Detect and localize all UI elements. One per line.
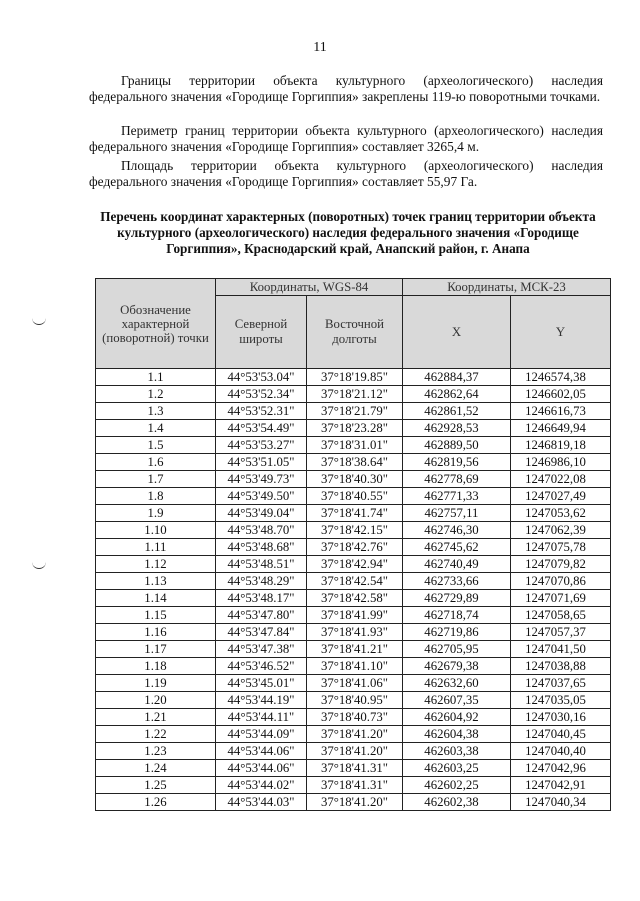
cell-x: 462603,38 [403,743,511,760]
cell-east-lon: 37°18'41.21" [307,641,403,658]
cell-x: 462745,62 [403,539,511,556]
cell-east-lon: 37°18'41.20" [307,743,403,760]
cell-y: 1247027,49 [511,488,611,505]
cell-x: 462819,56 [403,454,511,471]
cell-y: 1247071,69 [511,590,611,607]
cell-north-lat: 44°53'51.05" [216,454,307,471]
cell-point: 1.25 [96,777,216,794]
cell-point: 1.23 [96,743,216,760]
table-row [96,607,611,624]
cell-north-lat: 44°53'48.70" [216,522,307,539]
cell-y: 1247070,86 [511,573,611,590]
cell-y: 1247038,88 [511,658,611,675]
table-row [96,641,611,658]
cell-point: 1.24 [96,760,216,777]
cell-y: 1247057,37 [511,624,611,641]
paragraph-perimeter: Периметр границ территории объекта культурного (археологического) наследия федерального значения «Городище Горгиппия» составляет 3265,4 м. [89,123,603,154]
cell-point: 1.3 [96,403,216,420]
cell-y: 1247041,50 [511,641,611,658]
cell-point: 1.11 [96,539,216,556]
cell-north-lat: 44°53'52.31" [216,403,307,420]
cell-east-lon: 37°18'41.20" [307,726,403,743]
cell-point: 1.5 [96,437,216,454]
cell-east-lon: 37°18'42.54" [307,573,403,590]
cell-y: 1247040,40 [511,743,611,760]
cell-y: 1246819,18 [511,437,611,454]
table-row [96,658,611,675]
cell-north-lat: 44°53'49.04" [216,505,307,522]
cell-y: 1247037,65 [511,675,611,692]
table-row [96,573,611,590]
cell-north-lat: 44°53'47.80" [216,607,307,624]
cell-east-lon: 37°18'41.31" [307,777,403,794]
cell-north-lat: 44°53'44.06" [216,760,307,777]
cell-x: 462632,60 [403,675,511,692]
cell-x: 462778,69 [403,471,511,488]
cell-point: 1.16 [96,624,216,641]
cell-y: 1247079,82 [511,556,611,573]
header-x: X [403,296,511,369]
cell-east-lon: 37°18'41.10" [307,658,403,675]
cell-east-lon: 37°18'42.58" [307,590,403,607]
cell-point: 1.7 [96,471,216,488]
cell-east-lon: 37°18'41.06" [307,675,403,692]
table-row [96,794,611,811]
binding-hole-mark [32,562,46,569]
paragraph-area: Площадь территории объекта культурного (археологического) наследия федерального значения «Городище Горгиппия» составляет 55,97 Га. [89,158,603,189]
cell-x: 462757,11 [403,505,511,522]
cell-x: 462705,95 [403,641,511,658]
cell-y: 1246616,73 [511,403,611,420]
cell-point: 1.4 [96,420,216,437]
cell-y: 1247040,34 [511,794,611,811]
table-row [96,369,611,386]
cell-y: 1247042,96 [511,760,611,777]
cell-north-lat: 44°53'49.73" [216,471,307,488]
table-row [96,760,611,777]
page-number: 11 [313,40,327,55]
cell-x: 462603,25 [403,760,511,777]
table-row [96,403,611,420]
coordinates-table [95,278,611,811]
cell-east-lon: 37°18'31.01" [307,437,403,454]
cell-north-lat: 44°53'48.51" [216,556,307,573]
cell-point: 1.14 [96,590,216,607]
table-row [96,420,611,437]
header-y: Y [511,296,611,369]
table-row [96,505,611,522]
cell-y: 1246649,94 [511,420,611,437]
cell-x: 462928,53 [403,420,511,437]
cell-x: 462602,25 [403,777,511,794]
cell-east-lon: 37°18'38.64" [307,454,403,471]
table-header-row [96,279,611,296]
cell-east-lon: 37°18'21.12" [307,386,403,403]
cell-north-lat: 44°53'44.11" [216,709,307,726]
cell-x: 462861,52 [403,403,511,420]
cell-point: 1.13 [96,573,216,590]
binding-hole-mark [32,318,46,325]
cell-north-lat: 44°53'46.52" [216,658,307,675]
cell-point: 1.17 [96,641,216,658]
cell-point: 1.19 [96,675,216,692]
cell-point: 1.20 [96,692,216,709]
cell-x: 462746,30 [403,522,511,539]
table-row [96,675,611,692]
table-row [96,488,611,505]
cell-y: 1247042,91 [511,777,611,794]
cell-north-lat: 44°53'49.50" [216,488,307,505]
cell-y: 1247075,78 [511,539,611,556]
table-row [96,777,611,794]
cell-north-lat: 44°53'48.68" [216,539,307,556]
cell-north-lat: 44°53'44.02" [216,777,307,794]
header-north: Северной широты [216,296,307,369]
cell-north-lat: 44°53'44.19" [216,692,307,709]
cell-y: 1246574,38 [511,369,611,386]
cell-east-lon: 37°18'42.76" [307,539,403,556]
table-row [96,386,611,403]
cell-x: 462604,38 [403,726,511,743]
cell-x: 462679,38 [403,658,511,675]
cell-point: 1.12 [96,556,216,573]
cell-y: 1247062,39 [511,522,611,539]
cell-x: 462602,38 [403,794,511,811]
cell-x: 462740,49 [403,556,511,573]
cell-north-lat: 44°53'45.01" [216,675,307,692]
table-row [96,556,611,573]
cell-north-lat: 44°53'48.29" [216,573,307,590]
cell-point: 1.2 [96,386,216,403]
cell-x: 462604,92 [403,709,511,726]
cell-east-lon: 37°18'41.99" [307,607,403,624]
cell-point: 1.1 [96,369,216,386]
cell-x: 462733,66 [403,573,511,590]
table-title: Перечень координат характерных (поворотных) точек границ территории объекта культурного (археологического) наследия федерального значения «Городище Горгиппия», Краснодарский край, Анапский район, г. Анапа [100,209,596,256]
cell-east-lon: 37°18'40.30" [307,471,403,488]
table-row [96,624,611,641]
table-row [96,743,611,760]
table-row [96,471,611,488]
cell-point: 1.15 [96,607,216,624]
cell-north-lat: 44°53'52.34" [216,386,307,403]
cell-y: 1247022,08 [511,471,611,488]
cell-north-lat: 44°53'47.38" [216,641,307,658]
cell-east-lon: 37°18'40.73" [307,709,403,726]
cell-point: 1.6 [96,454,216,471]
cell-y: 1246986,10 [511,454,611,471]
table-body [96,369,611,811]
cell-point: 1.18 [96,658,216,675]
cell-east-lon: 37°18'41.20" [307,794,403,811]
cell-north-lat: 44°53'44.06" [216,743,307,760]
cell-east-lon: 37°18'42.15" [307,522,403,539]
table-row [96,454,611,471]
cell-point: 1.8 [96,488,216,505]
table-row [96,726,611,743]
cell-north-lat: 44°53'47.84" [216,624,307,641]
cell-east-lon: 37°18'21.79" [307,403,403,420]
cell-x: 462771,33 [403,488,511,505]
paragraph-boundary-points: Границы территории объекта культурного (археологического) наследия федерального значения «Городище Горгиппия» закреплены 119-ю поворотными точками. [89,73,603,104]
header-east: Восточной долготы [307,296,403,369]
cell-x: 462607,35 [403,692,511,709]
cell-point: 1.10 [96,522,216,539]
cell-east-lon: 37°18'23.28" [307,420,403,437]
cell-y: 1247040,45 [511,726,611,743]
cell-point: 1.26 [96,794,216,811]
cell-y: 1247053,62 [511,505,611,522]
cell-y: 1247035,05 [511,692,611,709]
cell-y: 1246602,05 [511,386,611,403]
cell-point: 1.9 [96,505,216,522]
table-row [96,692,611,709]
cell-x: 462718,74 [403,607,511,624]
cell-x: 462889,50 [403,437,511,454]
cell-east-lon: 37°18'42.94" [307,556,403,573]
cell-x: 462729,89 [403,590,511,607]
table-row [96,709,611,726]
cell-y: 1247030,16 [511,709,611,726]
cell-east-lon: 37°18'41.93" [307,624,403,641]
table-row [96,539,611,556]
cell-east-lon: 37°18'40.95" [307,692,403,709]
table-row [96,437,611,454]
cell-north-lat: 44°53'54.49" [216,420,307,437]
cell-north-lat: 44°53'53.04" [216,369,307,386]
cell-east-lon: 37°18'19.85" [307,369,403,386]
cell-north-lat: 44°53'44.03" [216,794,307,811]
cell-east-lon: 37°18'41.31" [307,760,403,777]
cell-north-lat: 44°53'53.27" [216,437,307,454]
header-point: Обозначение характерной (поворотной) точки [96,279,216,369]
cell-north-lat: 44°53'48.17" [216,590,307,607]
cell-point: 1.21 [96,709,216,726]
table-row [96,590,611,607]
cell-x: 462884,37 [403,369,511,386]
cell-east-lon: 37°18'40.55" [307,488,403,505]
cell-y: 1247058,65 [511,607,611,624]
table-row [96,522,611,539]
cell-point: 1.22 [96,726,216,743]
cell-east-lon: 37°18'41.74" [307,505,403,522]
cell-x: 462862,64 [403,386,511,403]
header-group-wgs: Координаты, WGS-84 [216,279,403,296]
cell-x: 462719,86 [403,624,511,641]
header-group-msk: Координаты, МСК-23 [403,279,611,296]
cell-north-lat: 44°53'44.09" [216,726,307,743]
